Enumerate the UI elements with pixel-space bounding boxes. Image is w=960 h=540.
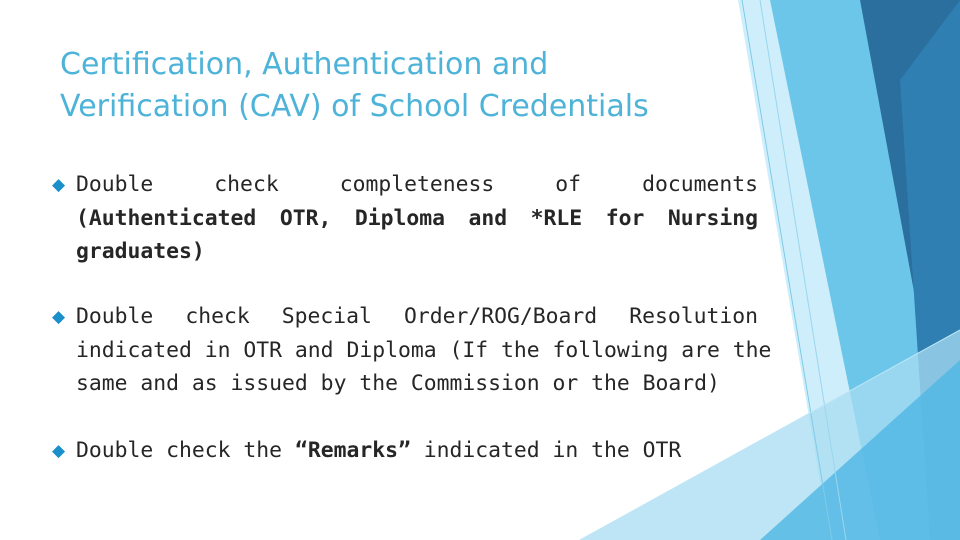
bullet-item-completeness	[52, 168, 758, 268]
bullet-1-line-1: Double check completeness of documents	[76, 172, 758, 197]
bullet-1-line-3	[52, 235, 758, 268]
title-line-2: Verification (CAV) of School Credentials	[60, 89, 649, 124]
bullet-3-suffix: indicated in the OTR	[410, 438, 682, 463]
bullet-item-special-order	[52, 300, 772, 400]
title-line-1: Certification, Authentication and	[60, 47, 549, 82]
slide-title	[60, 44, 720, 128]
diamond-icon: ◆	[52, 175, 66, 195]
bullet-1-line-2	[52, 202, 758, 235]
diamond-icon: ◆	[52, 441, 66, 461]
diamond-icon: ◆	[52, 307, 66, 327]
bullet-2-line-3: same and as issued by the Commission or the Board)	[76, 371, 720, 396]
bullet-1-line-3-text: graduates)	[76, 239, 205, 264]
bullet-3-prefix: Double check the	[76, 438, 295, 463]
bullet-item-remarks	[52, 434, 758, 468]
bullet-3-remarks: “Remarks”	[294, 438, 411, 463]
bullet-2-line-1: Double check Special Order/ROG/Board Resolution	[76, 304, 758, 329]
bullet-1-line-2-text: (Authenticated OTR, Diploma and *RLE for Nursing	[76, 206, 758, 231]
bullet-2-line-2: indicated in OTR and Diploma (If the following are the	[76, 338, 772, 363]
